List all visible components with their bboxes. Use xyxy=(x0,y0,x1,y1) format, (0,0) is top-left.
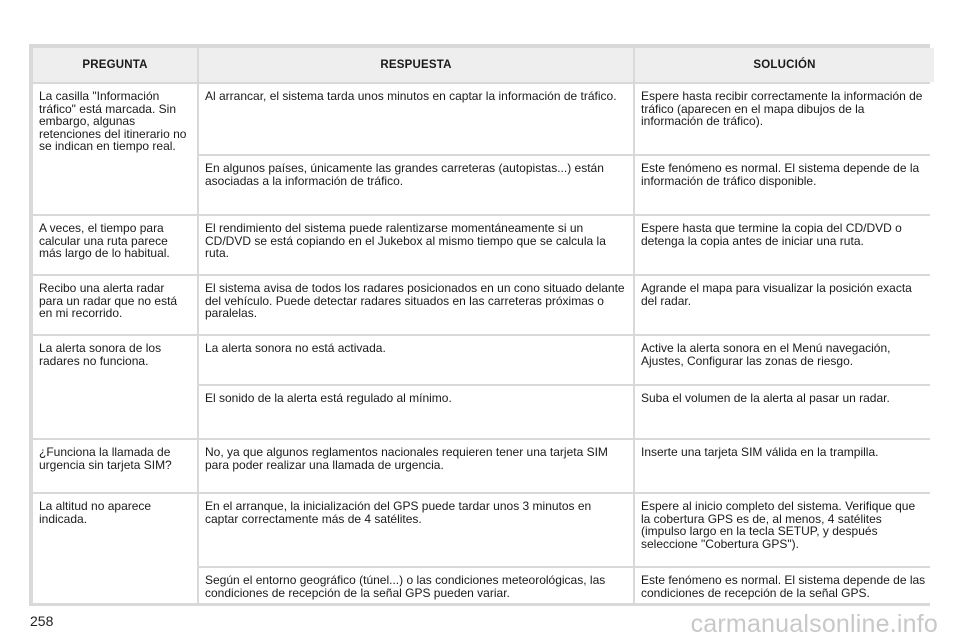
answer-cell: No, ya que algunos reglamentos nacionales requieren tener una tarjeta SIM para poder realizar una llamada de urgencia. xyxy=(199,440,633,492)
watermark: carmanualsonline.info xyxy=(690,610,938,638)
answer-cell: El sonido de la alerta está regulado al mínimo. xyxy=(199,386,633,438)
answer-cell: La alerta sonora no está activada. xyxy=(199,336,633,384)
faq-table xyxy=(31,46,936,605)
solution-cell: Espere hasta que termine la copia del CD/DVD o detenga la copia antes de iniciar una ruta. xyxy=(635,216,934,274)
solution-cell: Agrande el mapa para visualizar la posición exacta del radar. xyxy=(635,276,934,334)
question-cell: La casilla "Información tráfico" está marcada. Sin embargo, algunas retenciones del itinerario no se indican en tiempo real. xyxy=(33,84,197,214)
answer-cell: En el arranque, la inicialización del GPS puede tardar unos 3 minutos en captar correctamente más de 4 satélites. xyxy=(199,494,633,566)
question-cell: ¿Funciona la llamada de urgencia sin tarjeta SIM? xyxy=(33,440,197,492)
table-row xyxy=(33,216,934,274)
table-row xyxy=(33,276,934,334)
answer-cell: Según el entorno geográfico (túnel...) o las condiciones meteorológicas, las condiciones de recepción de la señal GPS pueden variar. xyxy=(199,568,633,603)
header-question: PREGUNTA xyxy=(33,48,197,82)
solution-cell: Inserte una tarjeta SIM válida en la trampilla. xyxy=(635,440,934,492)
solution-cell: Active la alerta sonora en el Menú navegación, Ajustes, Configurar las zonas de riesgo. xyxy=(635,336,934,384)
table-row xyxy=(33,336,934,384)
answer-cell: Al arrancar, el sistema tarda unos minutos en captar la información de tráfico. xyxy=(199,84,633,154)
table-row xyxy=(33,84,934,154)
faq-table-container xyxy=(29,44,930,606)
answer-cell: En algunos países, únicamente las grandes carreteras (autopistas...) están asociadas a la información de tráfico. xyxy=(199,156,633,214)
solution-cell: Espere hasta recibir correctamente la información de tráfico (aparecen en el mapa dibujos de la información de tráfico). xyxy=(635,84,934,154)
answer-cell: El rendimiento del sistema puede ralentizarse momentáneamente si un CD/DVD se está copiando en el Jukebox al mismo tiempo que se calcula la ruta. xyxy=(199,216,633,274)
header-answer: RESPUESTA xyxy=(199,48,633,82)
question-cell: La altitud no aparece indicada. xyxy=(33,494,197,603)
question-cell: La alerta sonora de los radares no funciona. xyxy=(33,336,197,438)
question-cell: A veces, el tiempo para calcular una ruta parece más largo de lo habitual. xyxy=(33,216,197,274)
page-number: 258 xyxy=(30,613,54,629)
solution-cell: Este fenómeno es normal. El sistema depende de las condiciones de recepción de la señal GPS. xyxy=(635,568,934,603)
question-cell: Recibo una alerta radar para un radar que no está en mi recorrido. xyxy=(33,276,197,334)
table-row xyxy=(33,494,934,566)
header-row xyxy=(33,48,934,82)
table-row xyxy=(33,440,934,492)
solution-cell: Suba el volumen de la alerta al pasar un radar. xyxy=(635,386,934,438)
solution-cell: Este fenómeno es normal. El sistema depende de la información de tráfico disponible. xyxy=(635,156,934,214)
solution-cell: Espere al inicio completo del sistema. Verifique que la cobertura GPS es de, al menos, 4 satélites (impulso largo en la tecla SETUP, y después seleccione "Cobertura GPS"). xyxy=(635,494,934,566)
answer-cell: El sistema avisa de todos los radares posicionados en un cono situado delante del vehículo. Puede detectar radares situados en las carreteras próximas o paralelas. xyxy=(199,276,633,334)
header-solution: SOLUCIÓN xyxy=(635,48,934,82)
